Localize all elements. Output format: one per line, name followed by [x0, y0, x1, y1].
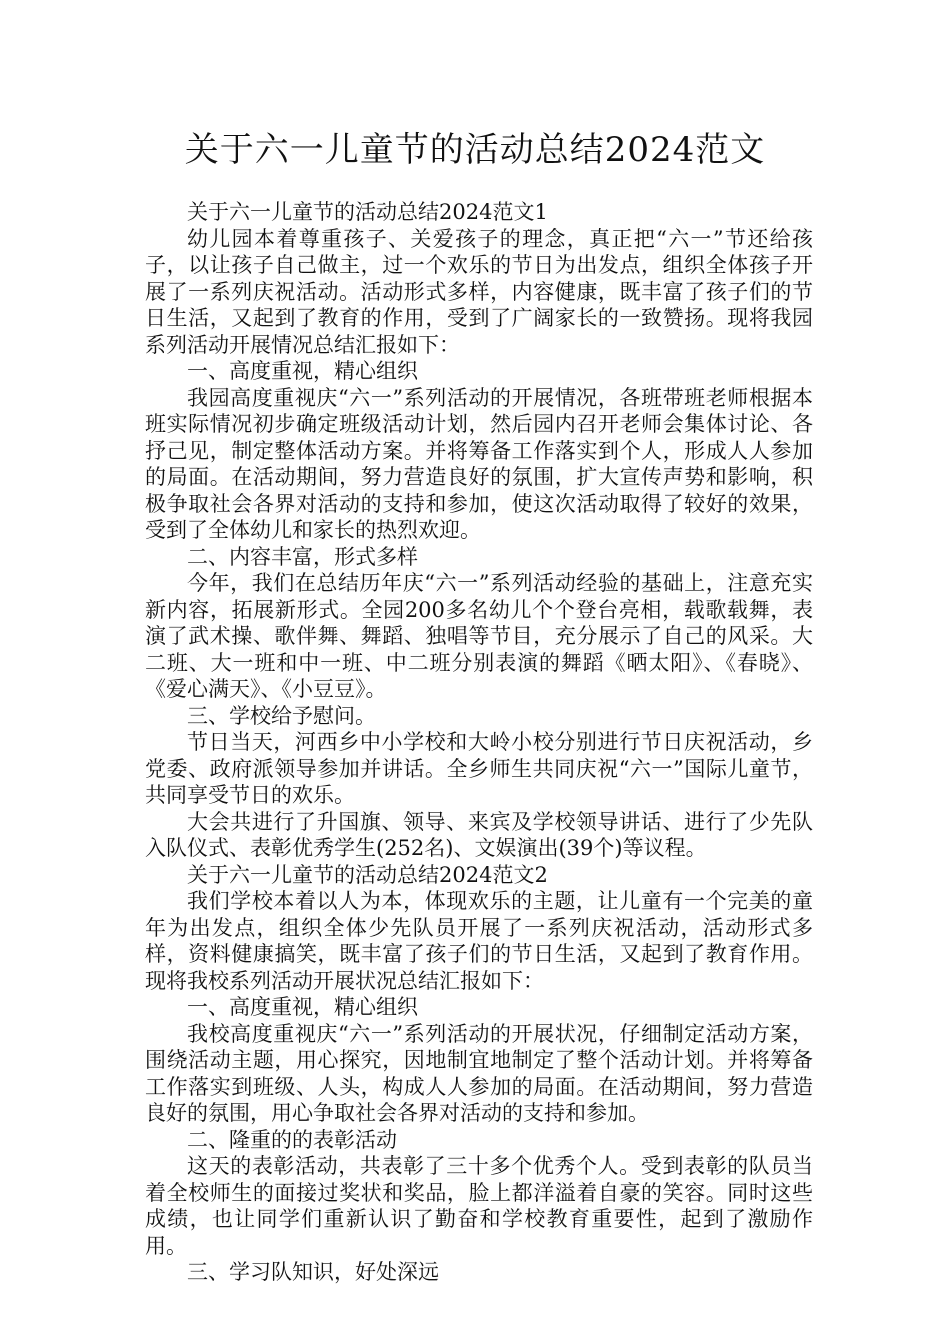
paragraph: 三、学习队知识，好处深远	[187, 1260, 439, 1284]
paragraph: 一、高度重视，精心组织	[187, 995, 418, 1019]
document-body	[145, 199, 813, 1286]
paragraph: 大会共进行了升国旗、领导、来宾及学校领导讲话、进行了少先队入队仪式、表彰优秀学生(252名)、文娱演出(39个)等议程。	[145, 809, 813, 860]
paragraph: 节日当天，河西乡中小学校和大岭小校分别进行节日庆祝活动，乡党委、政府派领导参加并讲话。全乡师生共同庆祝“六一”国际儿童节，共同享受节日的欢乐。	[145, 730, 813, 807]
paragraph: 我园高度重视庆“六一”系列活动的开展情况，各班带班老师根据本班实际情况初步确定班级活动计划，然后园内召开老师会集体讨论、各抒己见，制定整体活动方案。并将筹备工作落实到个人，形成人人参加的局面。在活动期间，努力营造良好的氛围，扩大宣传声势和影响，积极争取社会各界对活动的支持和参加，使这次活动取得了较好的效果，受到了全体幼儿和家长的热烈欢迎。	[145, 385, 813, 542]
paragraph: 二、隆重的的表彰活动	[187, 1127, 397, 1152]
paragraph: 关于六一儿童节的活动总结2024范文1	[187, 200, 548, 224]
paragraph: 今年，我们在总结历年庆“六一”系列活动经验的基础上，注意充实新内容，拓展新形式。全园200多名幼儿个个登台亮相，载歌载舞，表演了武术操、歌伴舞、舞蹈、独唱等节目，充分展示了自己的风采。大二班、大一班和中一班、中二班分别表演的舞蹈《晒太阳》、《春晓》、《爱心满天》、《小豆豆》。	[145, 571, 813, 701]
paragraph: 这天的表彰活动，共表彰了三十多个优秀个人。受到表彰的队员当着全校师生的面接过奖状和奖品，脸上都洋溢着自豪的笑容。同时这些成绩，也让同学们重新认识了勤奋和学校教育重要性，起到了激励作用。	[145, 1154, 813, 1258]
paragraph: 二、内容丰富，形式多样	[187, 544, 418, 569]
document-title: 关于六一儿童节的活动总结2024范文	[184, 130, 766, 170]
paragraph: 一、高度重视，精心组织	[187, 359, 418, 383]
paragraph: 三、学校给予慰问。	[187, 703, 376, 728]
paragraph: 我们学校本着以人为本，体现欢乐的主题，让儿童有一个完美的童年为出发点，组织全体少先队员开展了一系列庆祝活动，活动形式多样，资料健康搞笑，既丰富了孩子们的节日生活，又起到了教育作用。现将我校系列活动开展状况总结汇报如下：	[145, 889, 813, 993]
paragraph: 我校高度重视庆“六一”系列活动的开展状况，仔细制定活动方案，围绕活动主题，用心探究，因地制宜地制定了整个活动计划。并将筹备工作落实到班级、人头，构成人人参加的局面。在活动期间，努力营造良好的氛围，用心争取社会各界对活动的支持和参加。	[145, 1021, 813, 1125]
paragraph: 幼儿园本着尊重孩子、关爱孩子的理念，真正把“六一”节还给孩子，以让孩子自己做主，过一个欢乐的节日为出发点，组织全体孩子开展了一系列庆祝活动。活动形式多样，内容健康，既丰富了孩子们的节日生活，又起到了教育的作用，受到了广阔家长的一致赞扬。现将我园系列活动开展情况总结汇报如下：	[145, 226, 813, 357]
paragraph: 关于六一儿童节的活动总结2024范文2	[187, 862, 548, 887]
